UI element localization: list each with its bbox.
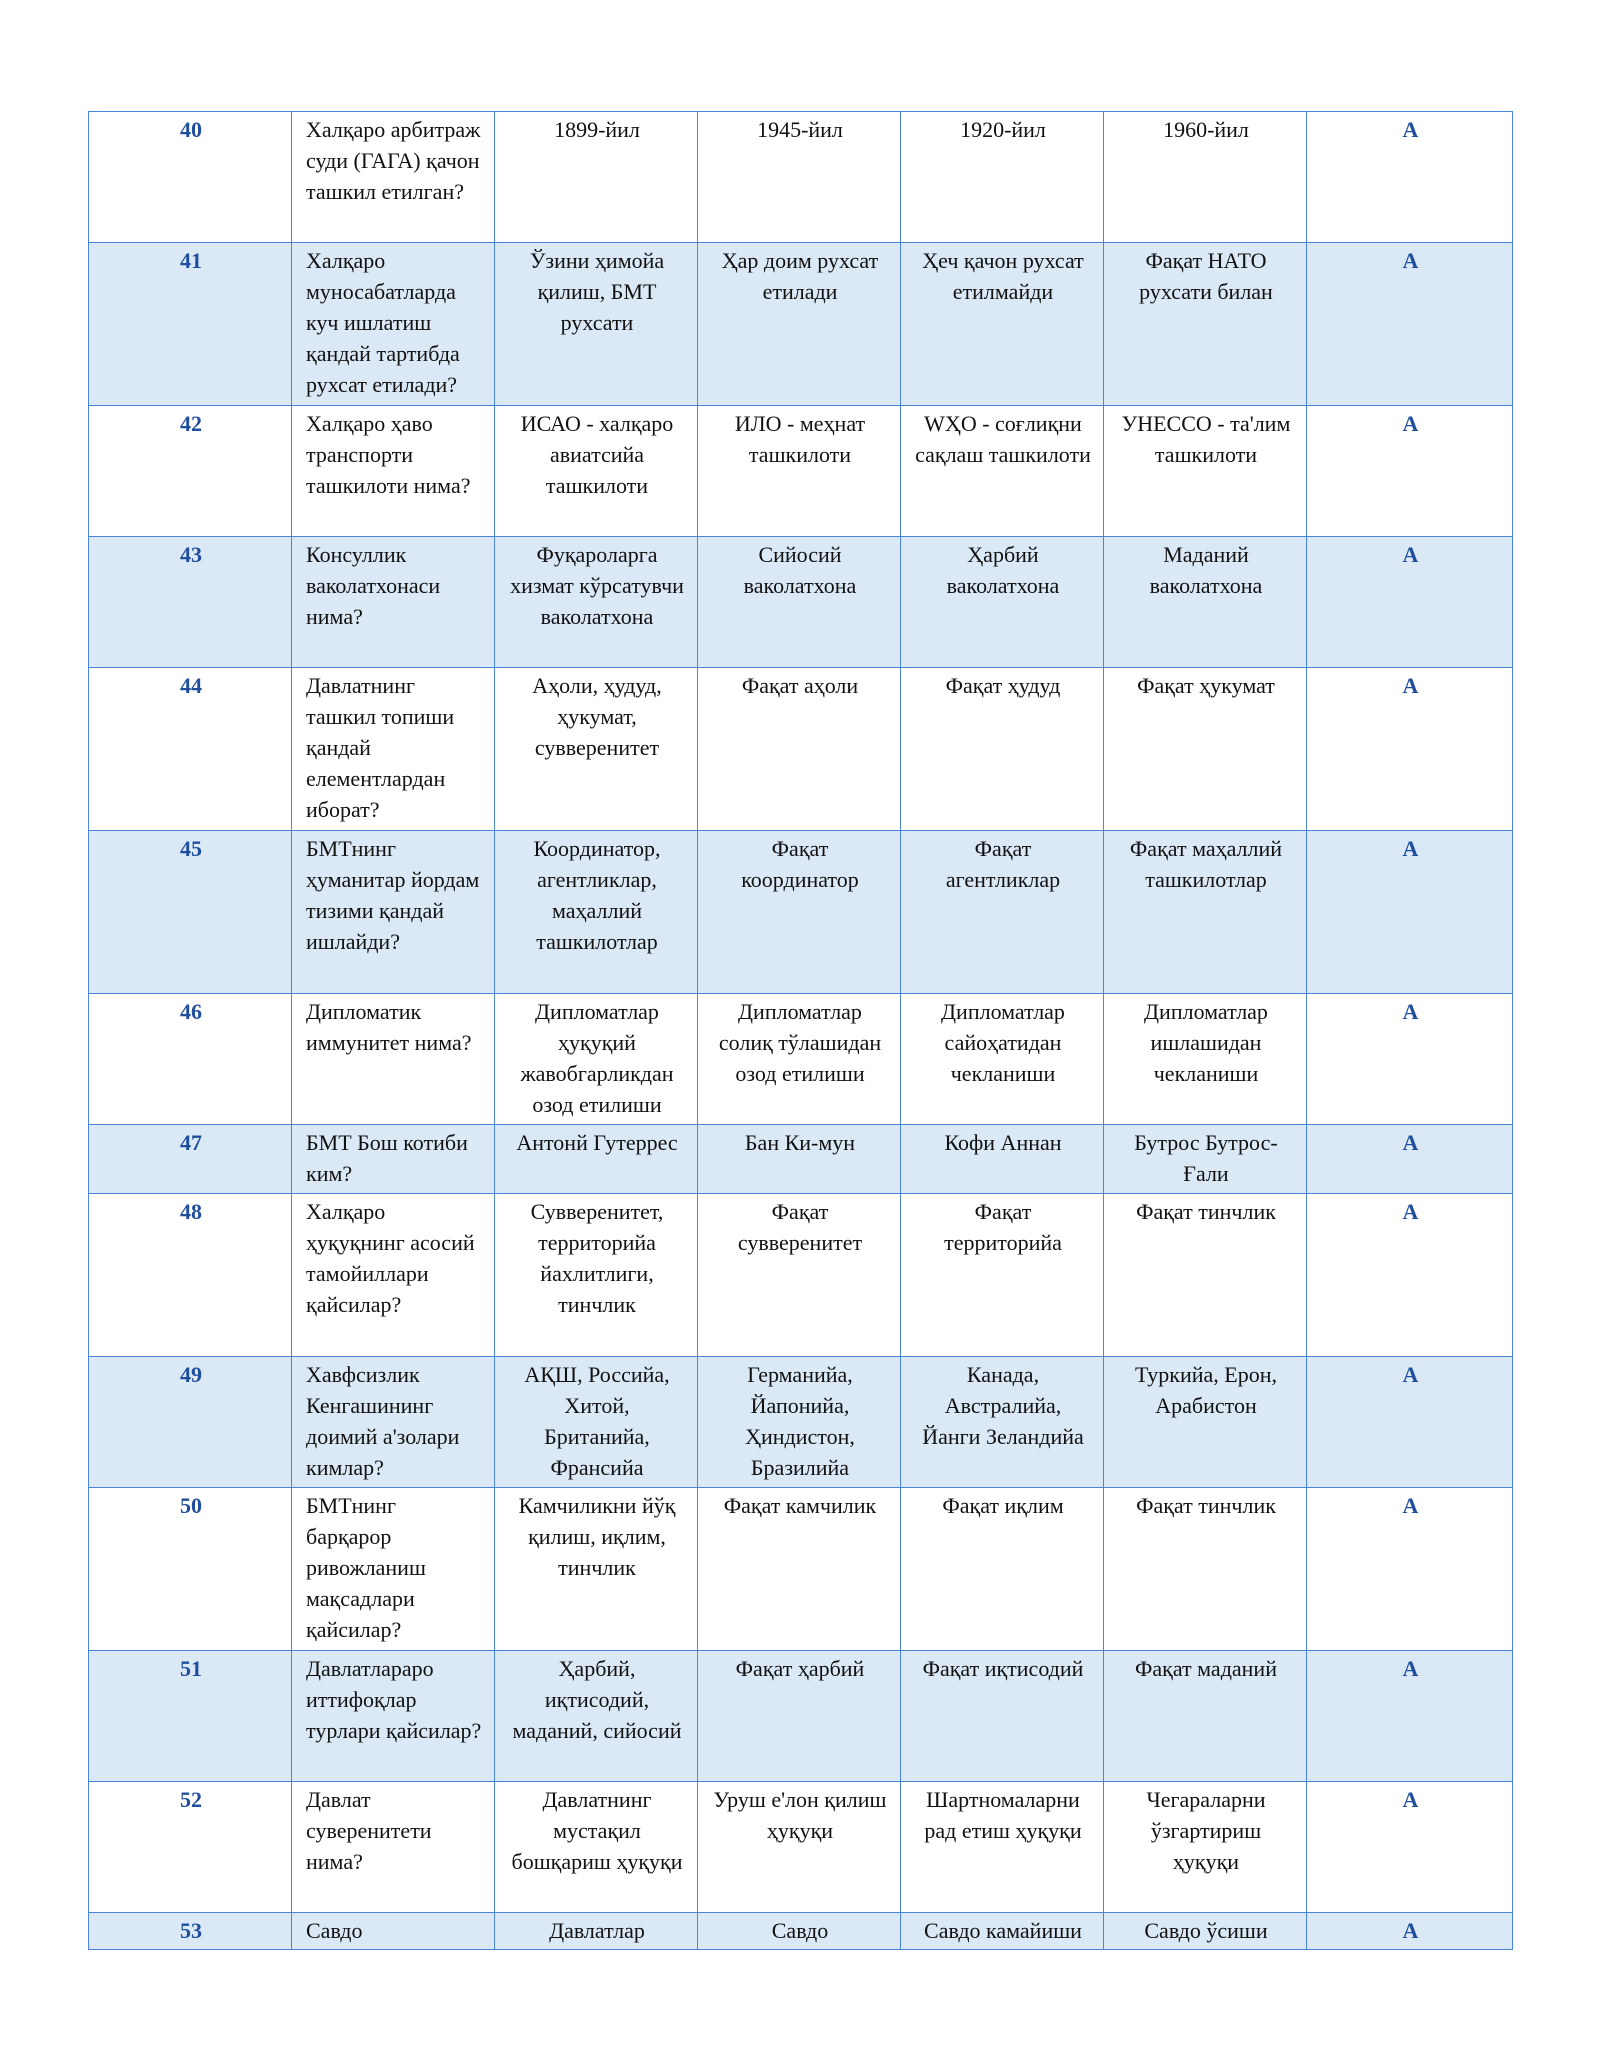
option-d: Чегараларни ўзгартириш ҳуқуқи	[1104, 1782, 1307, 1913]
correct-answer: A	[1307, 537, 1513, 668]
question-text: Халқаро арбитраж суди (ГАГА) қачон ташкил етилган?	[292, 112, 495, 243]
table-row	[89, 1782, 1513, 1913]
option-c: Ҳеч қачон рухсат етилмайди	[901, 243, 1104, 406]
option-a: Давлатнинг мустақил бошқариш ҳуқуқи	[495, 1782, 698, 1913]
correct-answer: A	[1307, 831, 1513, 994]
option-a: Дипломатлар ҳуқуқий жавобгарликдан озод етилиши	[495, 994, 698, 1125]
question-number: 48	[89, 1194, 292, 1357]
option-a: Сувверенитет, территорийа йахлитлиги, тинчлик	[495, 1194, 698, 1357]
question-number: 53	[89, 1913, 292, 1950]
option-c: Канада, Австралийа, Йанги Зеландийа	[901, 1357, 1104, 1488]
option-c: Фақат агентликлар	[901, 831, 1104, 994]
option-b: 1945-йил	[698, 112, 901, 243]
option-b: Германийа, Йапонийа, Ҳиндистон, Бразилийа	[698, 1357, 901, 1488]
correct-answer: A	[1307, 1782, 1513, 1913]
option-d: УНЕССО - та'лим ташкилоти	[1104, 406, 1307, 537]
option-c: Дипломатлар сайоҳатидан чекланиши	[901, 994, 1104, 1125]
question-number: 46	[89, 994, 292, 1125]
question-text: БМТнинг барқарор ривожланиш мақсадлари қайсилар?	[292, 1488, 495, 1651]
option-a: ИСАО - халқаро авиатсийа ташкилоти	[495, 406, 698, 537]
option-b: Дипломатлар солиқ тўлашидан озод етилиши	[698, 994, 901, 1125]
option-b: Фақат аҳоли	[698, 668, 901, 831]
option-a: Координатор, агентликлар, маҳаллий ташкилотлар	[495, 831, 698, 994]
table-row	[89, 406, 1513, 537]
option-d: Фақат тинчлик	[1104, 1488, 1307, 1651]
correct-answer: A	[1307, 112, 1513, 243]
option-c: Ҳарбий ваколатхона	[901, 537, 1104, 668]
table-row	[89, 1194, 1513, 1357]
question-number: 42	[89, 406, 292, 537]
question-number: 44	[89, 668, 292, 831]
option-b: Ҳар доим рухсат етилади	[698, 243, 901, 406]
correct-answer: A	[1307, 1488, 1513, 1651]
questions-table-body	[89, 112, 1513, 1950]
correct-answer: A	[1307, 668, 1513, 831]
option-b: Савдо	[698, 1913, 901, 1950]
correct-answer: A	[1307, 243, 1513, 406]
table-row	[89, 112, 1513, 243]
question-text: Давлатнинг ташкил топиши қандай елементлардан иборат?	[292, 668, 495, 831]
option-a: Антонй Гутеррес	[495, 1125, 698, 1194]
option-a: АҚШ, Российа, Хитой, Британийа, Франсийа	[495, 1357, 698, 1488]
option-a: Камчиликни йўқ қилиш, иқлим, тинчлик	[495, 1488, 698, 1651]
table-row	[89, 243, 1513, 406]
option-a: Давлатлар	[495, 1913, 698, 1950]
correct-answer: A	[1307, 1125, 1513, 1194]
option-b: Фақат сувверенитет	[698, 1194, 901, 1357]
option-a: Ўзини ҳимойа қилиш, БМТ рухсати	[495, 243, 698, 406]
question-number: 49	[89, 1357, 292, 1488]
table-row	[89, 1357, 1513, 1488]
question-text: Халқаро муносабатларда куч ишлатиш қандай тартибда рухсат етилади?	[292, 243, 495, 406]
table-row	[89, 1913, 1513, 1950]
correct-answer: A	[1307, 1651, 1513, 1782]
question-text: Хавфсизлик Кенгашининг доимий а'золари кимлар?	[292, 1357, 495, 1488]
question-number: 52	[89, 1782, 292, 1913]
question-number: 45	[89, 831, 292, 994]
table-row	[89, 831, 1513, 994]
option-d: Маданий ваколатхона	[1104, 537, 1307, 668]
question-number: 41	[89, 243, 292, 406]
correct-answer: A	[1307, 1194, 1513, 1357]
option-a: 1899-йил	[495, 112, 698, 243]
option-a: Ҳарбий, иқтисодий, маданий, сийосий	[495, 1651, 698, 1782]
question-number: 51	[89, 1651, 292, 1782]
option-c: Савдо камайиши	[901, 1913, 1104, 1950]
table-row	[89, 537, 1513, 668]
option-d: Туркийа, Ерон, Арабистон	[1104, 1357, 1307, 1488]
option-c: Фақат ҳудуд	[901, 668, 1104, 831]
option-b: Фақат камчилик	[698, 1488, 901, 1651]
question-number: 43	[89, 537, 292, 668]
question-number: 50	[89, 1488, 292, 1651]
option-c: WҲО - соғлиқни сақлаш ташкилоти	[901, 406, 1104, 537]
option-c: Кофи Аннан	[901, 1125, 1104, 1194]
option-b: Бан Ки-мун	[698, 1125, 901, 1194]
table-row	[89, 994, 1513, 1125]
correct-answer: A	[1307, 406, 1513, 537]
table-row	[89, 1125, 1513, 1194]
option-c: 1920-йил	[901, 112, 1104, 243]
option-a: Аҳоли, ҳудуд, ҳукумат, сувверенитет	[495, 668, 698, 831]
question-text: Давлат суверенитети нима?	[292, 1782, 495, 1913]
questions-table	[88, 111, 1513, 1950]
option-b: Уруш е'лон қилиш ҳуқуқи	[698, 1782, 901, 1913]
option-c: Фақат территорийа	[901, 1194, 1104, 1357]
question-text: Халқаро ҳаво транспорти ташкилоти нима?	[292, 406, 495, 537]
question-number: 40	[89, 112, 292, 243]
question-text: Дипломатик иммунитет нима?	[292, 994, 495, 1125]
option-d: Савдо ўсиши	[1104, 1913, 1307, 1950]
question-text: БМТнинг ҳуманитар йордам тизими қандай ишлайди?	[292, 831, 495, 994]
option-b: Фақат координатор	[698, 831, 901, 994]
question-text: БМТ Бош котиби ким?	[292, 1125, 495, 1194]
option-b: Фақат ҳарбий	[698, 1651, 901, 1782]
option-c: Шартномаларни рад етиш ҳуқуқи	[901, 1782, 1104, 1913]
table-row	[89, 1488, 1513, 1651]
question-text: Халқаро ҳуқуқнинг асосий тамойиллари қайсилар?	[292, 1194, 495, 1357]
option-d: Фақат маданий	[1104, 1651, 1307, 1782]
question-text: Савдо	[292, 1913, 495, 1950]
option-d: Фақат тинчлик	[1104, 1194, 1307, 1357]
table-row	[89, 668, 1513, 831]
question-text: Давлатлараро иттифоқлар турлари қайсилар?	[292, 1651, 495, 1782]
table-row	[89, 1651, 1513, 1782]
option-b: Сийосий ваколатхона	[698, 537, 901, 668]
option-d: Бутрос Бутрос-Ғали	[1104, 1125, 1307, 1194]
option-b: ИЛО - меҳнат ташкилоти	[698, 406, 901, 537]
option-d: 1960-йил	[1104, 112, 1307, 243]
question-number: 47	[89, 1125, 292, 1194]
option-d: Дипломатлар ишлашидан чекланиши	[1104, 994, 1307, 1125]
option-d: Фақат маҳаллий ташкилотлар	[1104, 831, 1307, 994]
option-d: Фақат ҳукумат	[1104, 668, 1307, 831]
option-c: Фақат иқтисодий	[901, 1651, 1104, 1782]
option-a: Фуқароларга хизмат кўрсатувчи ваколатхона	[495, 537, 698, 668]
correct-answer: A	[1307, 1913, 1513, 1950]
option-c: Фақат иқлим	[901, 1488, 1104, 1651]
option-d: Фақат НАТО рухсати билан	[1104, 243, 1307, 406]
question-text: Консуллик ваколатхонаси нима?	[292, 537, 495, 668]
correct-answer: A	[1307, 1357, 1513, 1488]
correct-answer: A	[1307, 994, 1513, 1125]
